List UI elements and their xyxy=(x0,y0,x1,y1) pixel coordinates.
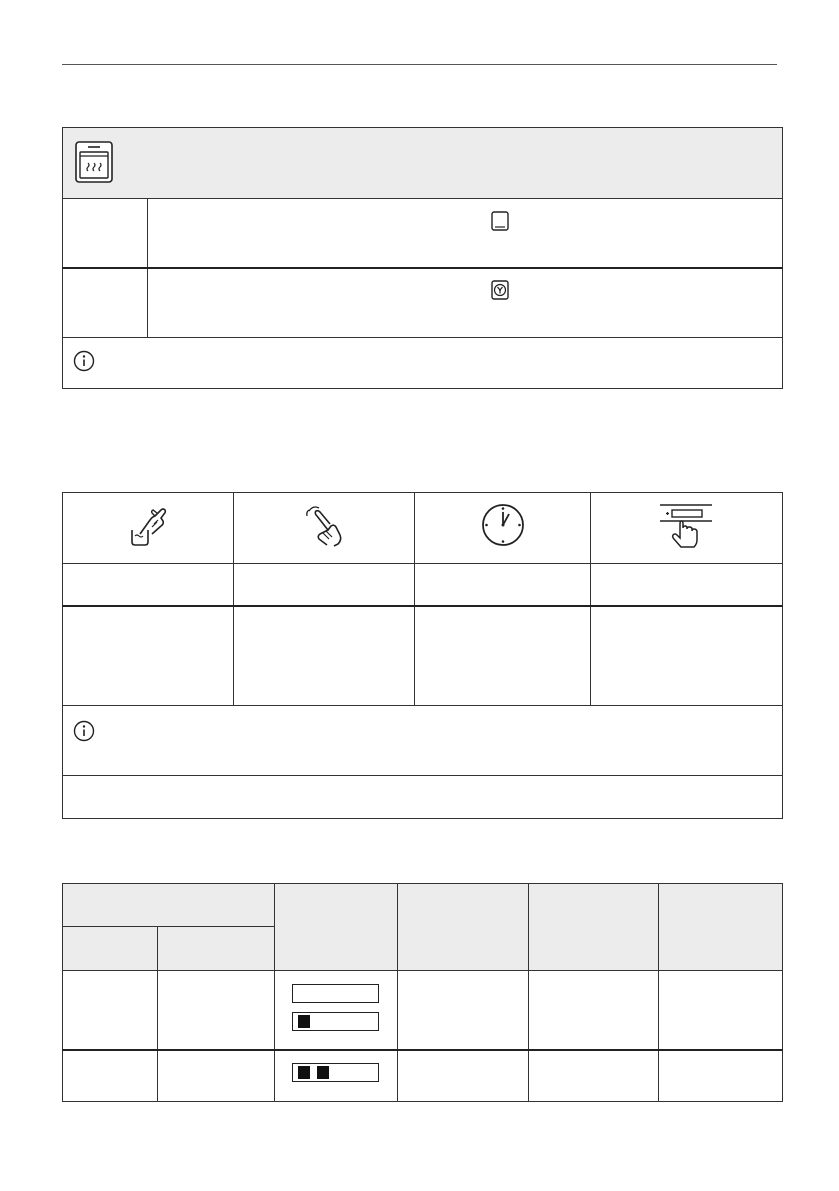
cleaning-table xyxy=(62,492,783,819)
display-table-row-divider xyxy=(62,970,783,971)
display-indicator-one-segment xyxy=(292,1012,379,1031)
display-segment xyxy=(298,1015,310,1028)
display-table-col-divider xyxy=(157,926,158,1102)
clock-icon xyxy=(481,503,525,547)
display-segment xyxy=(317,1066,329,1079)
display-table-col-divider xyxy=(528,883,529,1102)
display-table-col-divider xyxy=(658,883,659,1102)
display-table xyxy=(62,883,783,1102)
display-segment xyxy=(298,1066,310,1079)
display-table-row-divider xyxy=(62,1049,783,1051)
function-table-row-divider xyxy=(62,337,783,338)
hand-cleaning-icon xyxy=(128,504,170,548)
display-table-col-divider xyxy=(397,883,398,1102)
info-icon xyxy=(73,350,95,372)
oven-bottom-heat-icon xyxy=(75,141,113,183)
header-rule xyxy=(62,64,777,65)
hand-swipe-icon xyxy=(304,502,346,548)
function-table xyxy=(62,127,783,389)
cleaning-table-col-divider xyxy=(233,492,234,705)
cleaning-table-col-divider xyxy=(590,492,591,705)
display-indicator-two-segments xyxy=(292,1063,379,1082)
function-table-row-divider xyxy=(62,267,783,269)
info-icon xyxy=(73,720,95,742)
cleaning-table-row-divider xyxy=(62,605,783,607)
display-indicator-empty xyxy=(292,984,379,1003)
square-oven-icon xyxy=(491,211,509,231)
display-table-header-divider xyxy=(62,926,274,927)
cleaning-table-col-divider xyxy=(414,492,415,705)
function-table-body xyxy=(62,198,783,389)
function-table-header xyxy=(62,127,783,199)
cleaning-table-row-divider xyxy=(62,563,783,564)
fan-oven-icon xyxy=(491,280,509,300)
display-table-frame xyxy=(62,883,783,1102)
cleaning-table-row-divider xyxy=(62,705,783,706)
cleaning-table-row-divider xyxy=(62,775,783,776)
display-table-col-divider xyxy=(274,883,275,1102)
hand-press-display-icon xyxy=(658,502,714,550)
